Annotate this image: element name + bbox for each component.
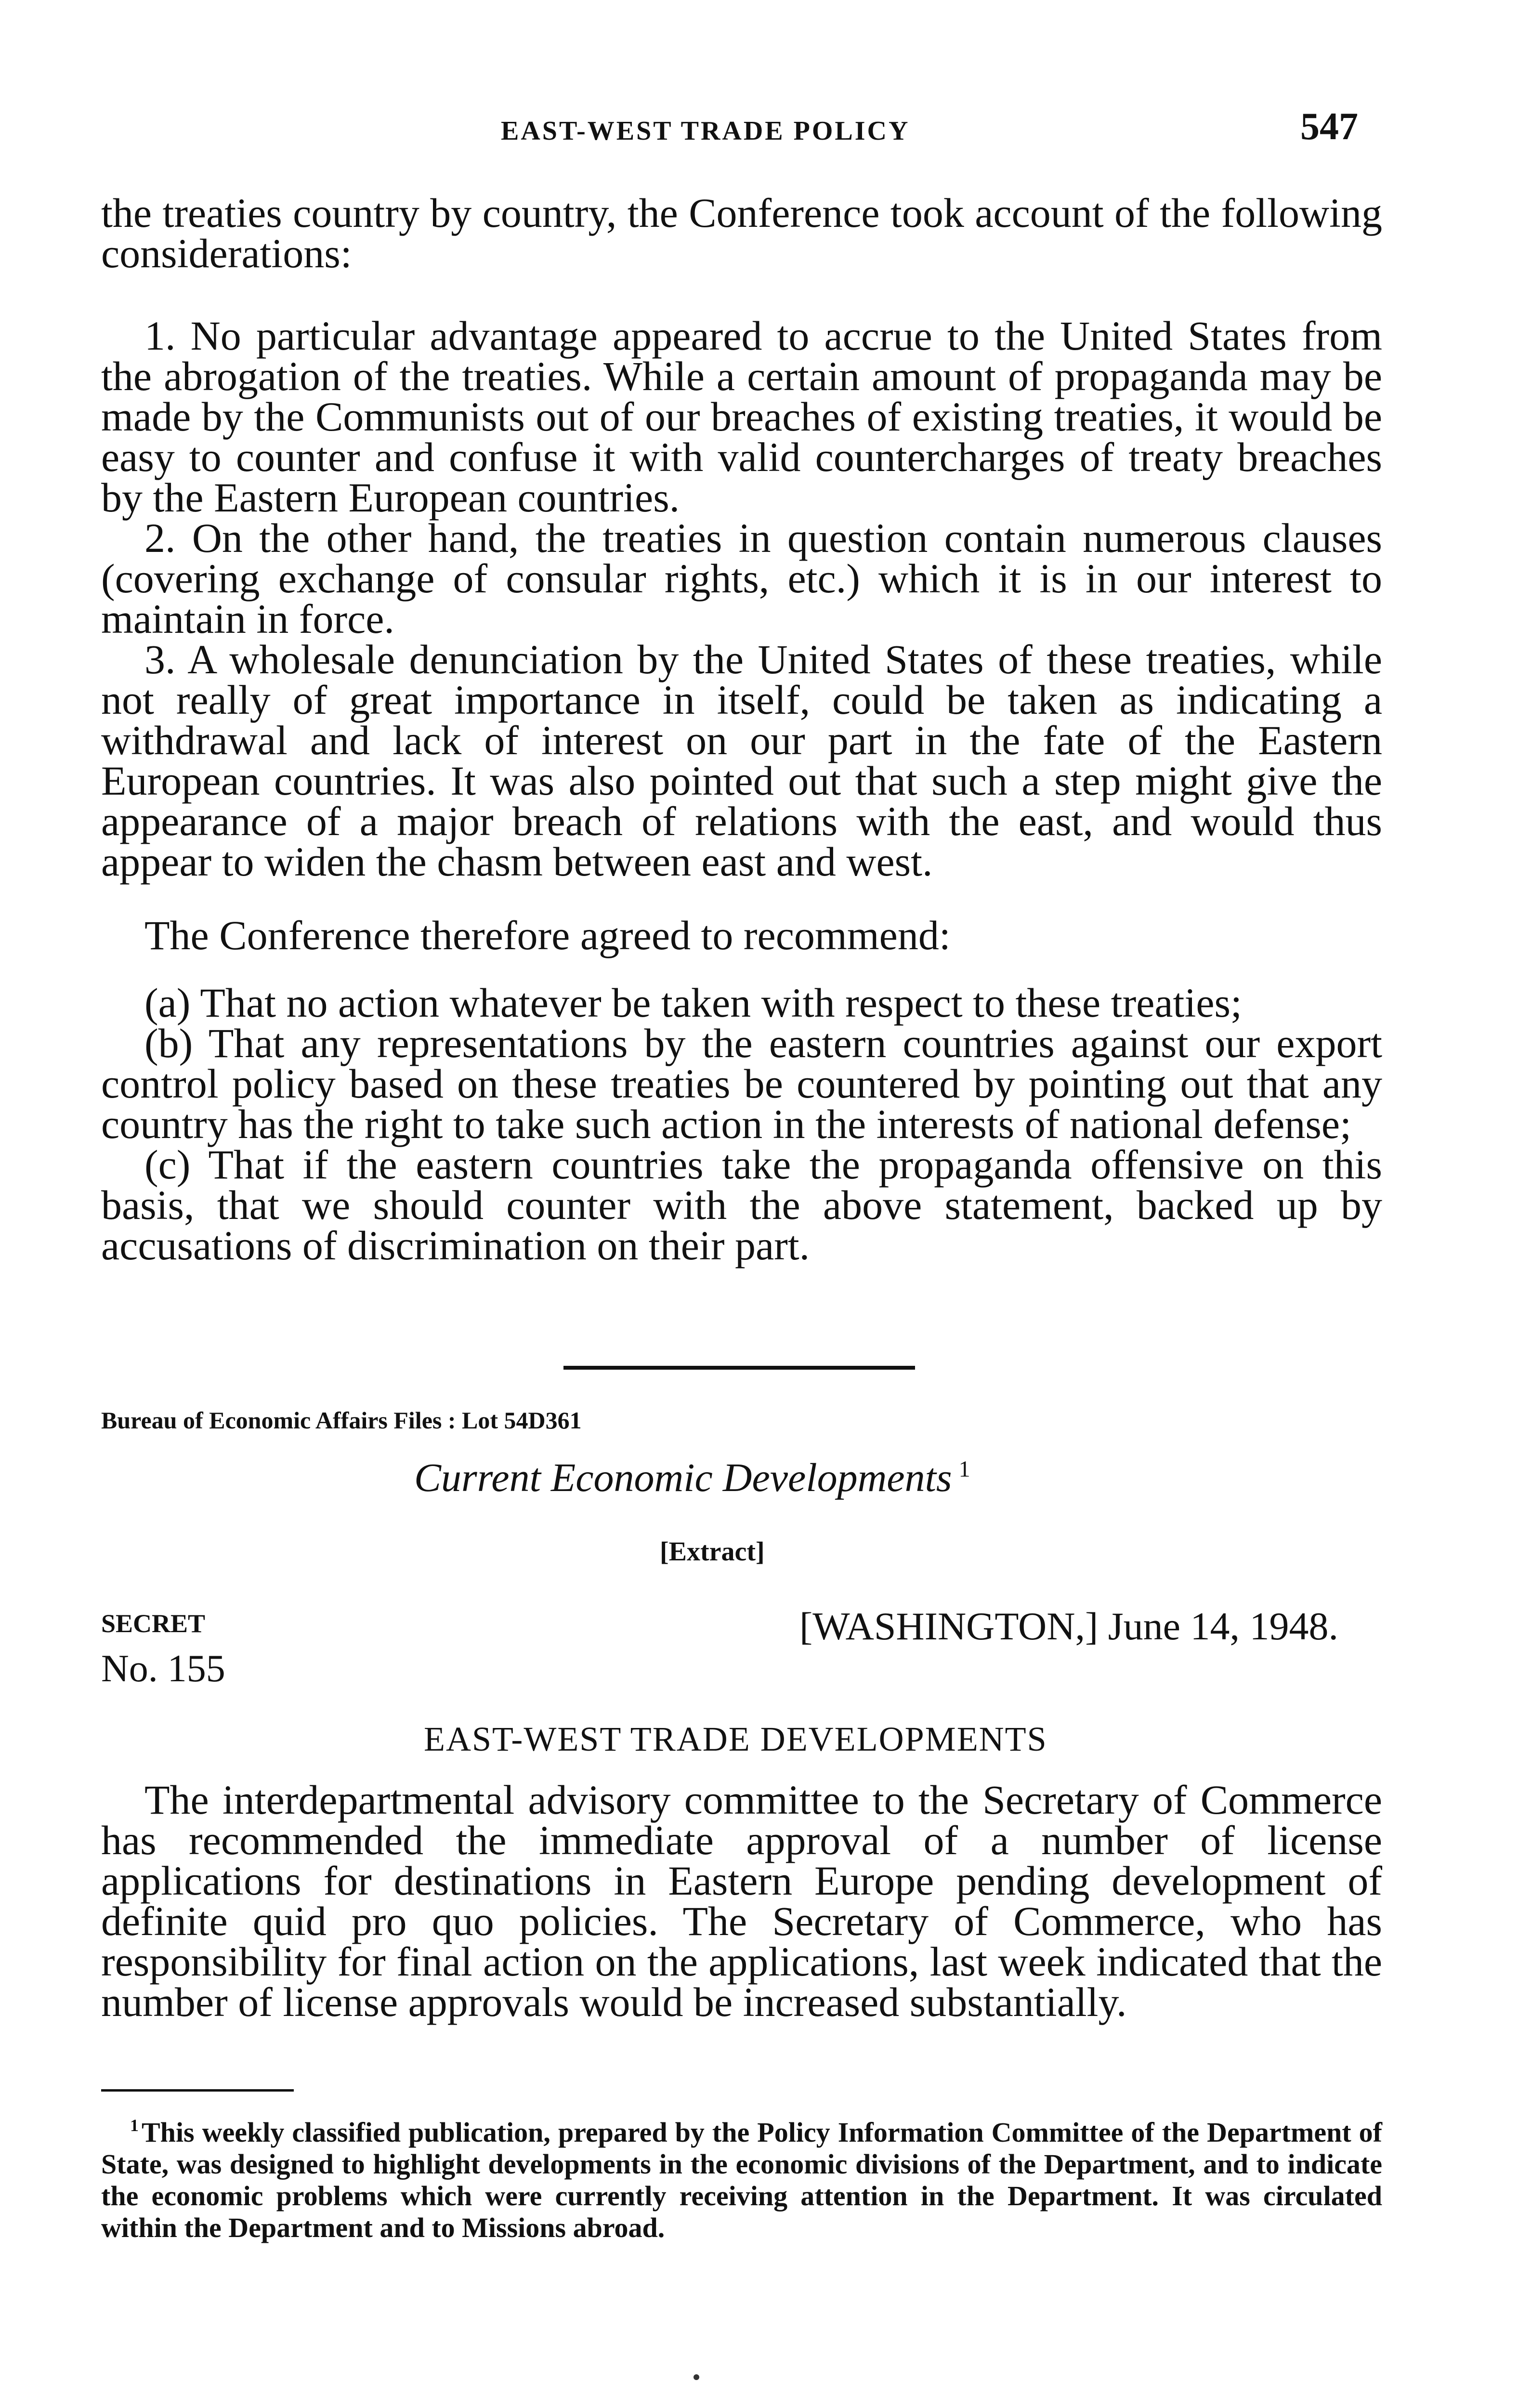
consideration-item: 1. No particular advantage appeared to accrue to the United States from the abrogation of the treaties. While a certain amount of propaganda may be made by the Communists out of our breaches of existing treaties, it would be easy to counter and confuse it with valid countercharges of treaty breaches by the Eastern European countries. [101,313,1382,521]
classification-label: SECRET [101,1609,206,1638]
footnote-reference: 1 [958,1456,970,1482]
source-line: Bureau of Economic Affairs Files : Lot 54D361 [101,1407,582,1434]
running-head: EAST-WEST TRADE POLICY [501,116,910,146]
extract-label: [Extract] [660,1537,765,1567]
recommendation-item: (b) That any representations by the eastern countries against our export control policy based on these treaties be countered by pointing out that any country has the right to take such action in the interests of national defense; [101,1020,1382,1147]
page-header [0,105,1518,155]
consideration-item: 2. On the other hand, the treaties in question contain numerous clauses (covering exchange of consular rights, etc.) which it is in our interest to maintain in force. [101,515,1382,642]
page-number: 547 [1300,105,1358,148]
document-body [101,1777,1382,2025]
footnote-mark: 1 [130,2116,139,2135]
footnote-text: This weekly classified publication, prepared by the Policy Information Committee of the Department of State, was designed to highlight developments in the economic divisions of the Department, and to indicate the economic problems which were currently receiving attention in the Department. It was circulated within the Department and to Missions abroad. [101,2117,1382,2243]
intro-paragraph: the treaties country by country, the Conference took account of the following considerations: [101,190,1382,276]
document-number: No. 155 [101,1648,225,1690]
consideration-item: 3. A wholesale denunciation by the United States of these treaties, while not really of great importance in itself, could be taken as indicating a withdrawal and lack of interest on our part in the fate of the Eastern European countries. It was also pointed out that such a step might give the appearance of a major breach of relations with the east, and would thus appear to widen the chasm between east and west. [101,636,1382,885]
recommendations-list [101,980,1382,1269]
section-title: EAST-WEST TRADE DEVELOPMENTS [424,1720,1047,1758]
document-paragraph: The interdepartmental advisory committee to the Secretary of Commerce has recommended the immediate approval of a number of license applications for destinations in Eastern Europe pending development of definite quid pro quo policies. The Secretary of Commerce, who has responsibility for final action on the applications, last week indicated that the number of license approvals would be increased substantially. [101,1777,1382,2025]
considerations-list [101,313,1382,885]
speck-mark [694,2374,699,2380]
document-title [414,1454,970,1501]
recommendation-item: (c) That if the eastern countries take the propaganda offensive on this basis, that we should counter with the above statement, backed up by accusations of discrimination on their part. [101,1141,1382,1269]
recommend-lead: The Conference therefore agreed to recommend: [144,912,951,958]
footnote [101,2109,1382,2244]
footnote-rule [101,2089,294,2092]
dateline: [WASHINGTON,] June 14, 1948. [799,1604,1339,1648]
recommend-lead-block [101,912,1382,958]
intro-block [101,190,1382,276]
document-title-text: Current Economic Developments [414,1455,952,1500]
recommendation-item: (a) That no action whatever be taken with respect to these treaties; [144,980,1242,1026]
section-divider [563,1366,915,1370]
